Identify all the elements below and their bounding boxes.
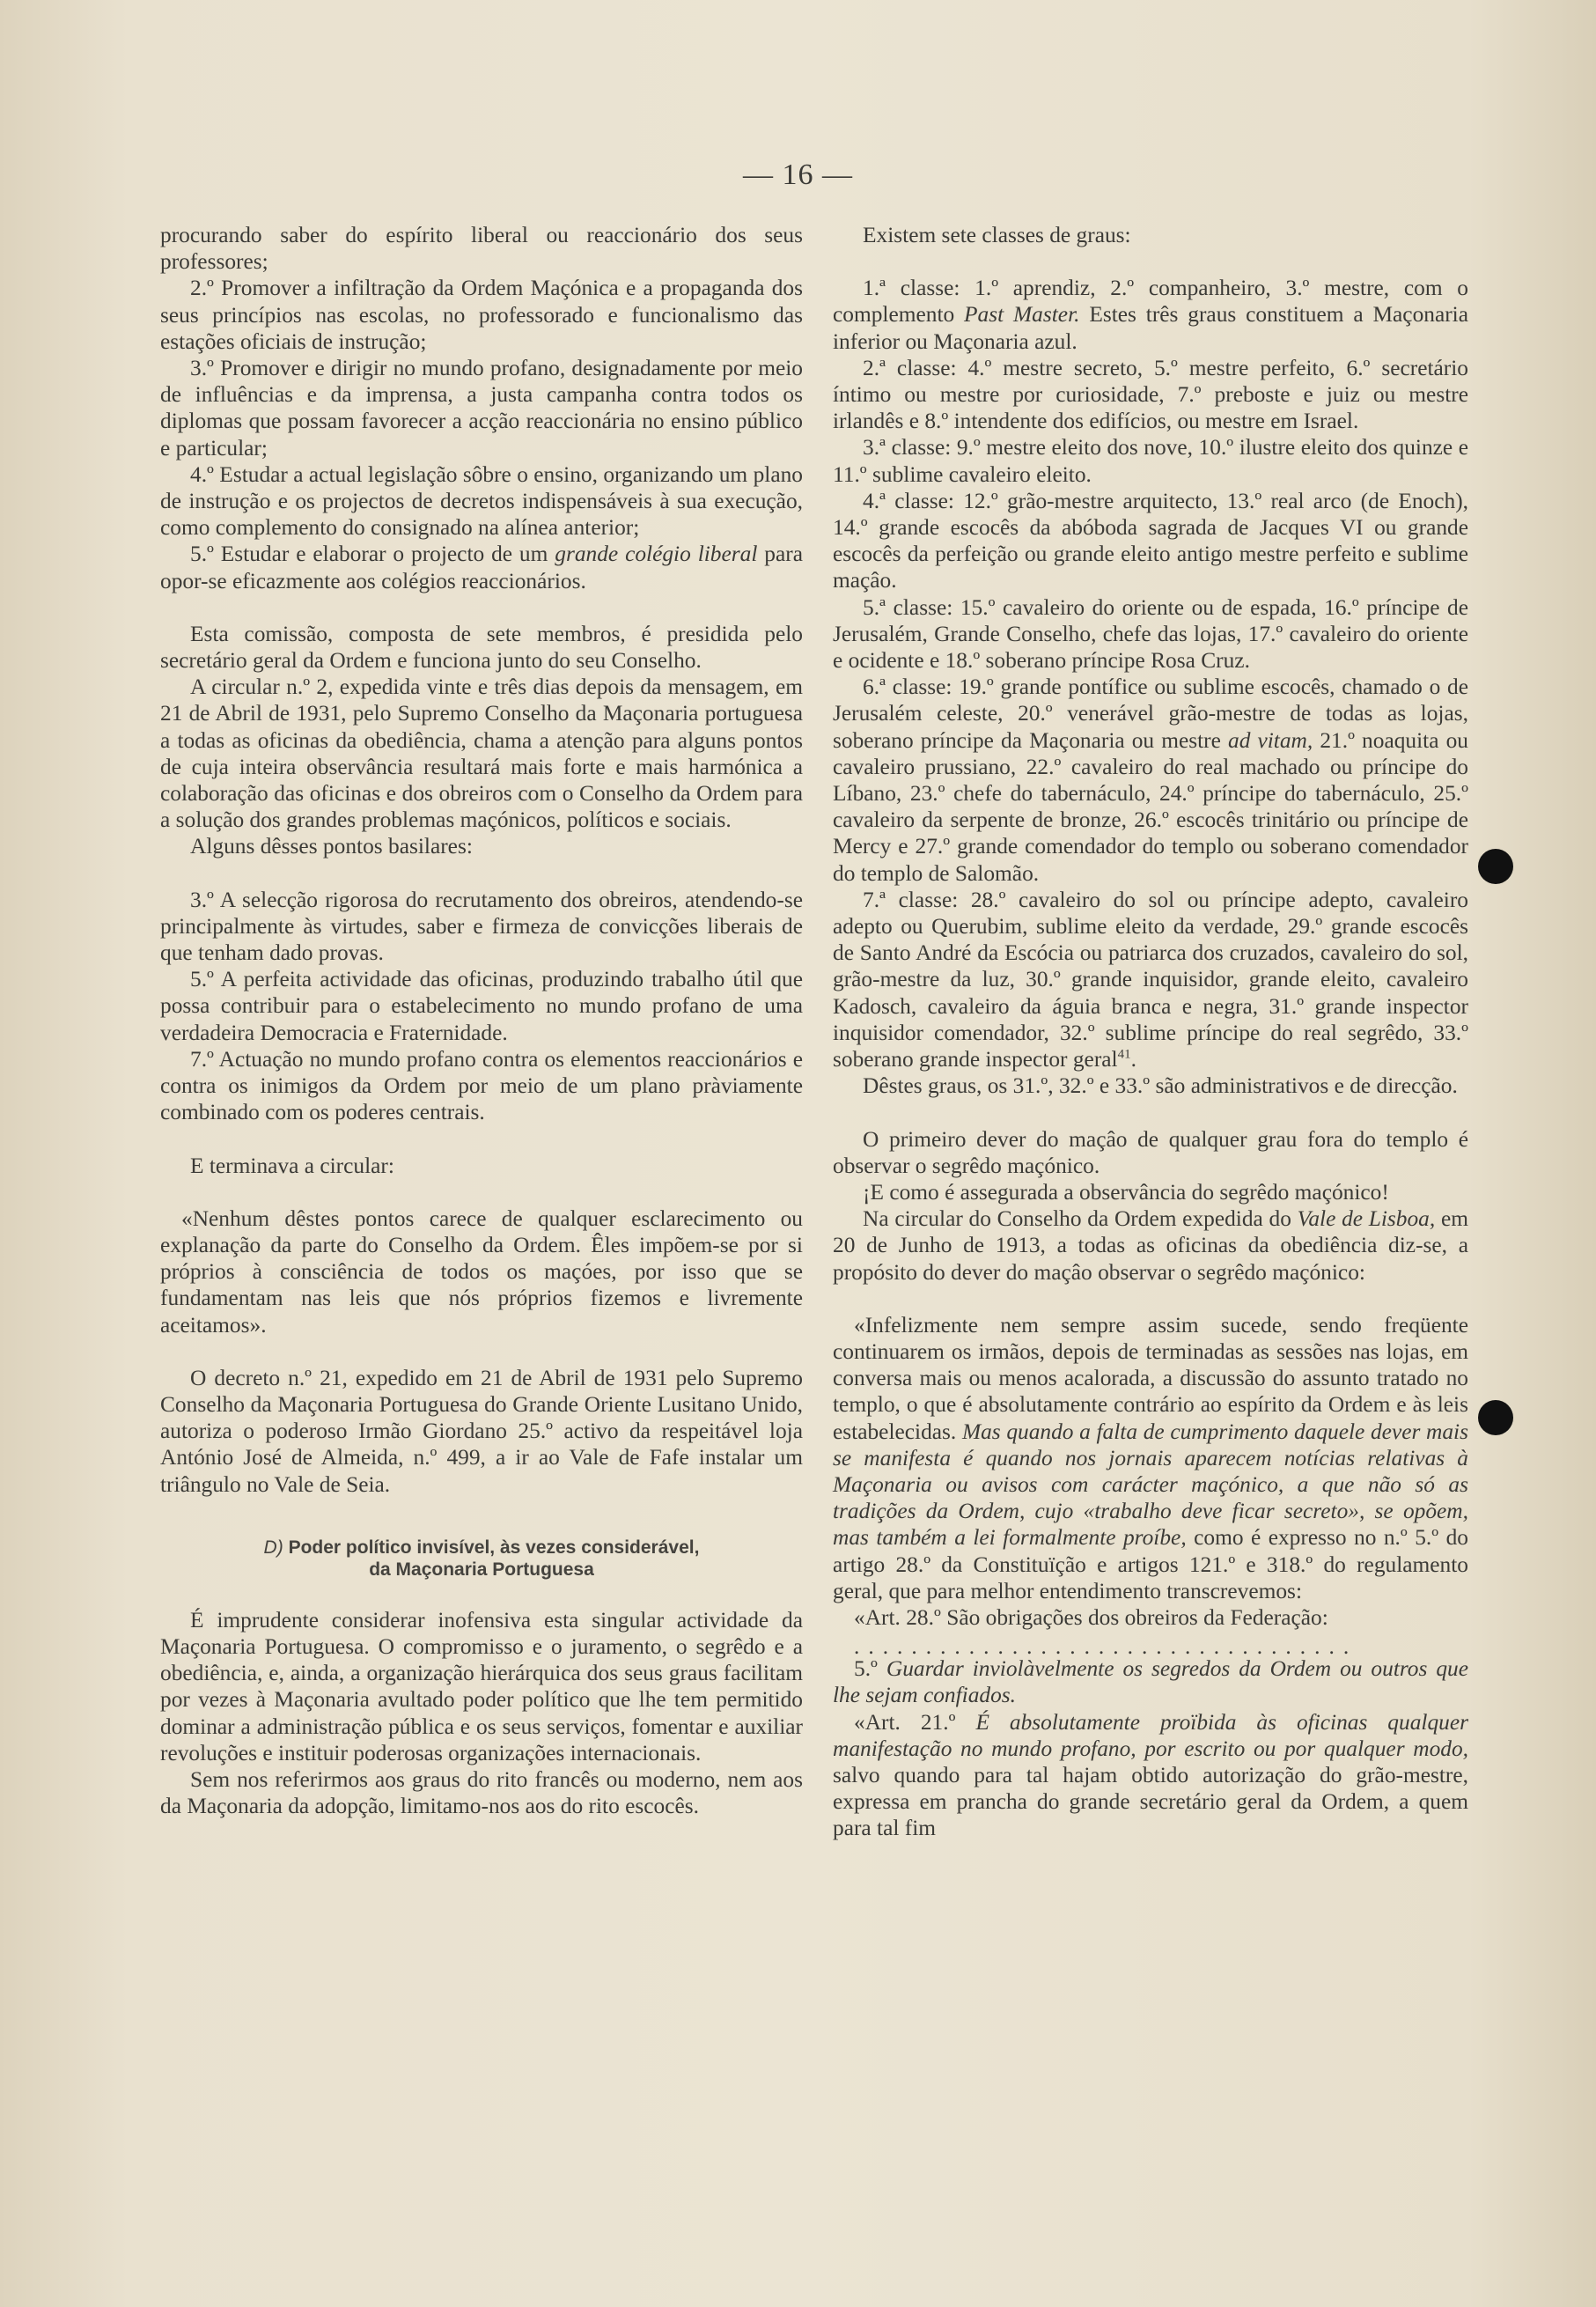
emphasis: ad vitam, bbox=[1228, 727, 1313, 753]
paragraph: 2.ª classe: 4.º mestre secreto, 5.º mestre perfeito, 6.º secretário íntimo ou mestre por curiosidade, 7.º preboste e juiz ou mestre irlandês e 8.º intendente dos edifícios, ou mestre em Israel. bbox=[833, 355, 1468, 434]
emphasis: grande colégio liberal bbox=[555, 542, 758, 567]
quotation bbox=[160, 1205, 803, 1338]
text: 21.º noaquita ou cavaleiro prussiano, 22.º cavaleiro do real machado ou príncipe do Líbano, 23.º chefe do tabernáculo, 24.º príncipe do tabernáculo, 25.º cavaleiro da serpente de bronze, 26.º escocês trinitário ou príncipe de Mercy e 27.º grande comendador do templo ou soberano comendador do templo de Salomão. bbox=[833, 727, 1468, 886]
paragraph bbox=[833, 1312, 1468, 1604]
paragraph: E terminava a circular: bbox=[190, 1153, 394, 1178]
paragraph: 3.ª classe: 9.º mestre eleito dos nove, 10.º ilustre eleito dos quinze e 11.º sublime cavaleiro eleito. bbox=[833, 435, 1468, 487]
emphasis: Past Master. bbox=[964, 302, 1080, 328]
heading-line: da Maçonaria Portuguesa bbox=[369, 1559, 594, 1580]
paragraph: ¡E como é assegurada a observância do segrêdo maçónico! bbox=[863, 1179, 1389, 1205]
paragraph bbox=[833, 275, 1468, 355]
text: 1.ª classe: 1.º aprendiz, 2.º companheiro, 3.º mestre, com o complemento bbox=[833, 276, 1468, 328]
paragraph bbox=[833, 674, 1468, 887]
paragraph: É imprudente considerar inofensiva esta singular actividade da Maçonaria Portuguesa. O compromisso e o juramento, o segrêdo e a obediência, e, ainda, a organização hierárquica dos seus graus facilitam por vezes à Maçonaria avultado poder político que lhe tem permitido dominar a administração pública e os seus serviços, fomentar e auxiliar revoluções e instituir poderosas organizações internacionais. bbox=[160, 1607, 803, 1765]
text: Na circular do Conselho da Ordem expedida do bbox=[863, 1206, 1291, 1232]
paragraph: Sem nos referirmos aos graus do rito francês ou moderno, nem aos da Maçonaria da adopção, limitamo-nos aos do rito escocês. bbox=[160, 1766, 803, 1819]
paragraph: Esta comissão, composta de sete membros, é presidida pelo secretário geral da Ordem e funciona junto do seu Conselho. bbox=[160, 621, 803, 674]
paragraph: 4.º Estudar a actual legislação sôbre o ensino, organizando um plano de instrução e os projectos de decretos indispensáveis à sua execução, como complemento do consignado na alínea anterior; bbox=[160, 461, 803, 541]
paragraph bbox=[160, 541, 803, 593]
list-item: 7.º Actuação no mundo profano contra os elementos reaccionários e contra os inimigos da Ordem por meio de um plano pràviamente combinado com os poderes centrais. bbox=[160, 1046, 803, 1125]
paragraph: O primeiro dever do maçâo de qualquer grau fora do templo é observar o segrêdo maçónico. bbox=[833, 1126, 1468, 1178]
text: «Infelizmente nem sempre assim sucede, sendo freqüente continuarem os irmãos, depois de terminadas as sessões nas lojas, em conversa mais ou menos acalorada, a discussão do assunto tratado no templo, o que é absolutamente contrário ao espírito da Ordem e às leis estabelecidas. bbox=[833, 1312, 1468, 1444]
heading-line: Poder político invisível, às vezes considerável, bbox=[288, 1537, 700, 1558]
page-number: — 16 — bbox=[743, 158, 853, 191]
quotation bbox=[833, 1312, 1468, 1842]
paragraph: «Art. 28.º São obrigações dos obreiros da Federação: bbox=[854, 1604, 1328, 1630]
paragraph: «Nenhum dêstes pontos carece de qualquer esclarecimento ou explanação da parte do Conselho da Ordem. Êles impõem-se por si próprios à consciência de todos os maçóes, por isso que se fundamentam nas leis que nós próprios fizemos e livremente aceitamos». bbox=[160, 1205, 803, 1338]
binder-hole bbox=[1478, 849, 1513, 884]
list-item: 5.º A perfeita actividade das oficinas, produzindo trabalho útil que possa contribuir para o estabelecimento no mundo profano de uma verdadeira Democracia e Fraternidade. bbox=[160, 967, 803, 1045]
paragraph: Dêstes graus, os 31.º, 32.º e 33.º são administrativos e de direcção. bbox=[863, 1073, 1458, 1099]
ellipsis-dots: ................................... bbox=[854, 1634, 1358, 1660]
text: como é expresso no n.º 5.º do artigo 28.º da Constituïção e artigos 121.º e 318.º do regulamento geral, que para melhor entendimento transcrevemos: bbox=[833, 1525, 1468, 1603]
emphasis: Vale de Lisboa, bbox=[1297, 1206, 1436, 1232]
emphasis: Mas quando a falta de cumprimento daquele dever mais se manifesta é quando nos jornais aparecem notícias relativas à Maçonaria ou avisos com carácter maçónico, a que não só as tradições da Ordem, cujo «trabalho deve ficar secreto», se opõem, mas também a lei formalmente proíbe, bbox=[833, 1419, 1468, 1551]
paragraph: O decreto n.º 21, expedido em 21 de Abril de 1931 pelo Supremo Conselho da Maçonaria Portuguesa do Grande Oriente Lusitano Unido, autoriza o poderoso Irmão Giordano 25.º activo da respeitável loja António José de Almeida, n.º 499, a ir ao Vale de Fafe instalar um triângulo no Vale de Seia. bbox=[160, 1365, 803, 1497]
section-heading bbox=[160, 1537, 803, 1581]
paragraph: 2.º Promover a infiltração da Ordem Maçónica e a propaganda dos seus princípios nas escolas, no professorado e funcionalismo das estações oficiais de instrução; bbox=[160, 276, 803, 354]
emphasis: Guardar inviolàvelmente os segredos da Ordem ou outros que lhe sejam confiados. bbox=[833, 1656, 1468, 1708]
binder-hole bbox=[1478, 1400, 1513, 1435]
paragraph: 7.ª classe: 28.º cavaleiro do sol ou príncipe adepto, cavaleiro adepto ou Querubim, sublime eleito da verdade, 29.º grande escocês de Santo André da Escócia ou patriarca dos cruzados, cavaleiro do sol, grão-mestre da luz, 30.º grande inquisidor, grande eleito, cavaleiro Kadosch, cavaleiro da águia branca e negra, 31.º grande inspector inquisidor comendador, 32.º sublime príncipe do real segrêdo, 33.º soberano grande inspector geral$^{41}$. bbox=[833, 887, 1468, 1072]
text: 5.º bbox=[854, 1656, 878, 1682]
text: 5.º Estudar e elaborar o projecto de um bbox=[190, 542, 548, 567]
text: 7.ª classe: 28.º cavaleiro do sol ou príncipe adepto, cavaleiro adepto ou Querubim, sublime eleito da verdade, 29.º grande escocês de Santo André da Escócia ou patriarca dos cruzados, cavaleiro do sol, grão-mestre da luz, 30.º grande inquisidor, grande eleito, cavaleiro Kadosch, cavaleiro da águia branca e negra, 31.º grande inspector inquisidor comendador, 32.º sublime príncipe do real segrêdo, 33.º soberano grande inspector geral bbox=[833, 887, 1468, 1072]
text: salvo quando para tal hajam obtido autorização do grão-mestre, expressa em prancha do grande secretário geral da Ordem, a quem para tal fim bbox=[833, 1762, 1468, 1841]
text: em 20 de Junho de 1913, a todas as oficinas da obediência diz-se, a propósito do dever do maçâo observar o segrêdo maçónico: bbox=[833, 1206, 1468, 1285]
heading-label: D) bbox=[263, 1537, 283, 1558]
paragraph: procurando saber do espírito liberal ou reaccionário dos seus professores; bbox=[160, 223, 803, 275]
footnote-marker: 41 bbox=[1117, 1047, 1131, 1062]
text: Estes três graus constituem a Maçonaria inferior ou Maçonaria azul. bbox=[833, 302, 1469, 354]
paragraph: 4.ª classe: 12.º grão-mestre arquitecto, 13.º real arco (de Enoch), 14.º grande escocês da abóboda sagrada de Jacques VI ou grande escocês da perfeição ou grande eleito antigo mestre perfeito e sublime maçâo. bbox=[833, 488, 1468, 593]
paragraph: Existem sete classes de graus: bbox=[863, 223, 1131, 247]
paragraph bbox=[833, 1709, 1468, 1842]
paragraph: 5.ª classe: 15.º cavaleiro do oriente ou de espada, 16.º príncipe de Jerusalém, Grande Conselho, chefe das lojas, 17.º cavaleiro do oriente e ocidente e 18.º soberano príncipe Rosa Cruz. bbox=[833, 594, 1468, 674]
paragraph bbox=[833, 1205, 1468, 1286]
text: «Art. 21.º bbox=[854, 1709, 956, 1735]
paragraph: Alguns dêsses pontos basilares: bbox=[190, 834, 473, 859]
emphasis: É absolutamente proïbida às oficinas qualquer manifestação no mundo profano, por escrito ou por qualquer modo, bbox=[833, 1709, 1468, 1761]
paragraph bbox=[833, 1655, 1468, 1708]
text: 6.ª classe: 19.º grande pontífice ou sublime escocês, chamado o de Jerusalém celeste, 20.º venerável grão-mestre de todas as lojas, soberano príncipe da Maçonaria ou mestre bbox=[833, 674, 1468, 753]
list-item: 3.º A selecção rigorosa do recrutamento dos obreiros, atendendo-se principalmente às virtudes, saber e firmeza de convicções liberais de que tenham dado provas. bbox=[160, 887, 803, 966]
paragraph: A circular n.º 2, expedida vinte e três dias depois da mensagem, em 21 de Abril de 1931, pelo Supremo Conselho da Maçonaria portuguesa a todas as oficinas da obediência, chama a atenção para alguns pontos de cuja inteira observância resultará mais forte e mais harmónica a colaboração das oficinas e dos obreiros com o Conselho da Ordem para a solução dos grandes problemas maçónicos, políticos e sociais. bbox=[160, 674, 803, 833]
right-column bbox=[833, 222, 1468, 1842]
paragraph: 3.º Promover e dirigir no mundo profano, designadamente por meio de influências e da imprensa, a justa campanha contra todos os diplomas que possam favorecer a acção reaccionária no ensino público e particular; bbox=[160, 356, 803, 461]
left-column bbox=[160, 222, 803, 1819]
text: para opor-se eficazmente aos colégios reaccionários. bbox=[160, 542, 803, 593]
